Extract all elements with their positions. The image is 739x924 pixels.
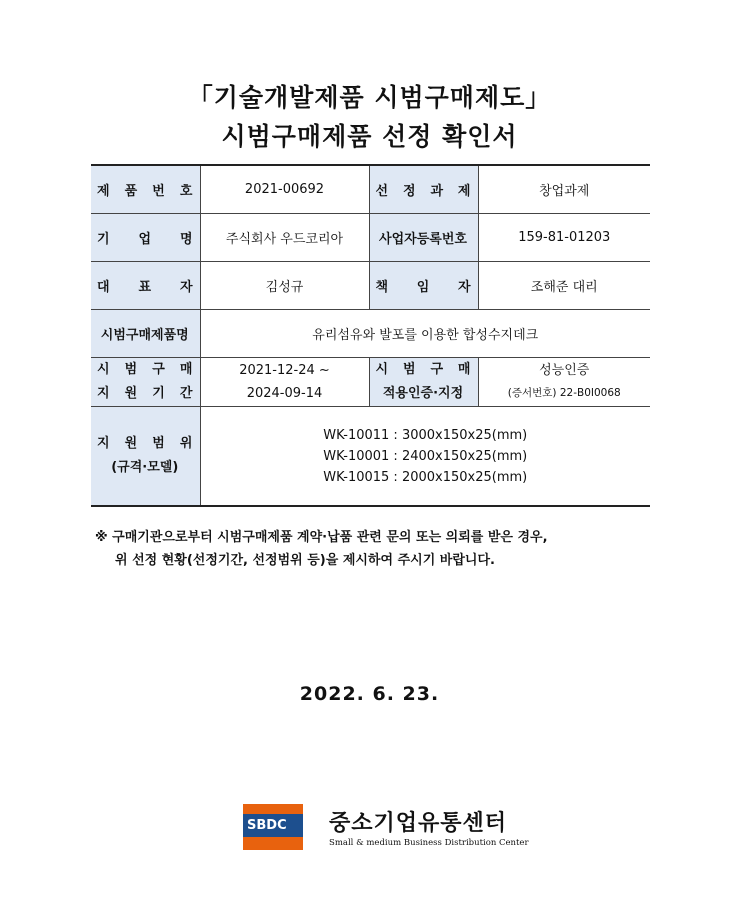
product-no-value: 2021-00692 (200, 165, 369, 214)
label-part: 기 (97, 232, 110, 247)
label-text (91, 276, 200, 295)
spec-item: WK-10001 : 2400x150x25(mm) (323, 448, 528, 464)
label: (규격·모델) (111, 460, 179, 475)
label-part: 자 (457, 280, 471, 295)
table-row (91, 310, 650, 358)
ceo-label (91, 262, 200, 310)
label-text (91, 228, 200, 247)
company-value: 주식회사 우드코리아 (200, 214, 369, 262)
cert-value (478, 358, 650, 407)
label-part: 범 (402, 362, 416, 377)
label-part: 표 (138, 280, 152, 295)
spec-item: WK-10011 : 3000x150x25(mm) (323, 427, 528, 443)
selection-task-label (369, 165, 478, 214)
label-part: 품 (124, 184, 138, 199)
table-row (91, 407, 650, 507)
cert-type: 성능인증 (539, 363, 590, 378)
label-part: 임 (416, 280, 430, 295)
label-part: 간 (179, 386, 193, 401)
label-part: 정 (402, 184, 416, 199)
label-part: 매 (457, 362, 471, 377)
label-part: 명 (179, 232, 193, 247)
label-text (91, 358, 200, 382)
period-end: 2024-09-14 (246, 386, 323, 401)
label-part: 구 (430, 362, 443, 377)
label-part: 원 (124, 386, 138, 401)
info-table (91, 164, 650, 507)
manager-label (369, 262, 478, 310)
label-text (370, 228, 478, 247)
label-part: 선 (375, 184, 389, 199)
issue-date: 2022. 6. 23. (299, 683, 440, 705)
label-part: 대 (97, 280, 110, 295)
selection-task-value: 창업과제 (478, 165, 650, 214)
label-text (91, 382, 200, 406)
label-part: 구 (152, 362, 165, 377)
label-text (370, 382, 478, 406)
document-title-line2: 시범구매제품 선정 확인서 (221, 122, 518, 151)
label-part: 시 (375, 362, 389, 377)
label-part: 범 (124, 362, 138, 377)
label: 사업자등록번호 (379, 232, 467, 247)
label-text (91, 180, 200, 199)
label: 적용인증·지정 (382, 386, 464, 401)
biz-reg-value: 159-81-01203 (478, 214, 650, 262)
period-label (91, 358, 200, 407)
label-part: 자 (179, 280, 193, 295)
product-name-label (91, 310, 200, 358)
label-part: 시 (97, 362, 110, 377)
spec-item: WK-10015 : 2000x150x25(mm) (323, 469, 528, 485)
table-row (91, 214, 650, 262)
notice (95, 526, 548, 572)
label-part: 지 (97, 386, 110, 401)
label-text (91, 432, 200, 456)
label-text (370, 180, 478, 199)
label-text (91, 456, 200, 480)
table-row (91, 165, 650, 214)
label: 시범구매제품명 (100, 328, 189, 343)
label-part: 번 (152, 184, 165, 199)
document-title-line1: 「기술개발제품 시범구매제도」 (187, 83, 552, 112)
label-text (370, 276, 478, 295)
label-text (370, 358, 478, 382)
product-name-value: 유리섬유와 발포를 이용한 합성수지데크 (200, 310, 650, 358)
cert-label (369, 358, 478, 407)
label-part: 제 (97, 184, 110, 199)
table-row (91, 358, 650, 407)
label-part: 범 (152, 436, 165, 451)
period-start: 2021-12-24 ~ (239, 363, 330, 378)
label-text (91, 324, 200, 343)
notice-line1: ※ 구매기관으로부터 시범구매제품 계약·납품 관련 문의 또는 의뢰를 받은 경우, (95, 530, 548, 545)
logo-name-kr: 중소기업유통센터 (329, 811, 508, 836)
scope-label (91, 407, 200, 507)
label-part: 과 (430, 184, 443, 199)
logo-name-en: Small & medium Business Distribution Center (329, 838, 529, 848)
product-no-label (91, 165, 200, 214)
notice-line2: 위 선정 현황(선정기간, 선정범위 등)을 제시하여 주시기 바랍니다. (115, 553, 495, 568)
label-part: 지 (97, 436, 110, 451)
label-part: 매 (179, 362, 193, 377)
manager-value: 조해준 대리 (478, 262, 650, 310)
table-row (91, 262, 650, 310)
label-part: 업 (138, 232, 152, 247)
label-part: 제 (457, 184, 471, 199)
label-part: 기 (152, 386, 165, 401)
cert-number: (증서번호) 22-B0I0068 (507, 387, 621, 399)
label-part: 원 (124, 436, 138, 451)
period-value (200, 358, 369, 407)
label-part: 책 (375, 280, 389, 295)
label-part: 위 (179, 436, 193, 451)
scope-value (200, 407, 650, 507)
biz-reg-label (369, 214, 478, 262)
label-part: 호 (179, 184, 193, 199)
company-label (91, 214, 200, 262)
ceo-value: 김성규 (200, 262, 369, 310)
logo-badge: SBDC (243, 814, 303, 837)
